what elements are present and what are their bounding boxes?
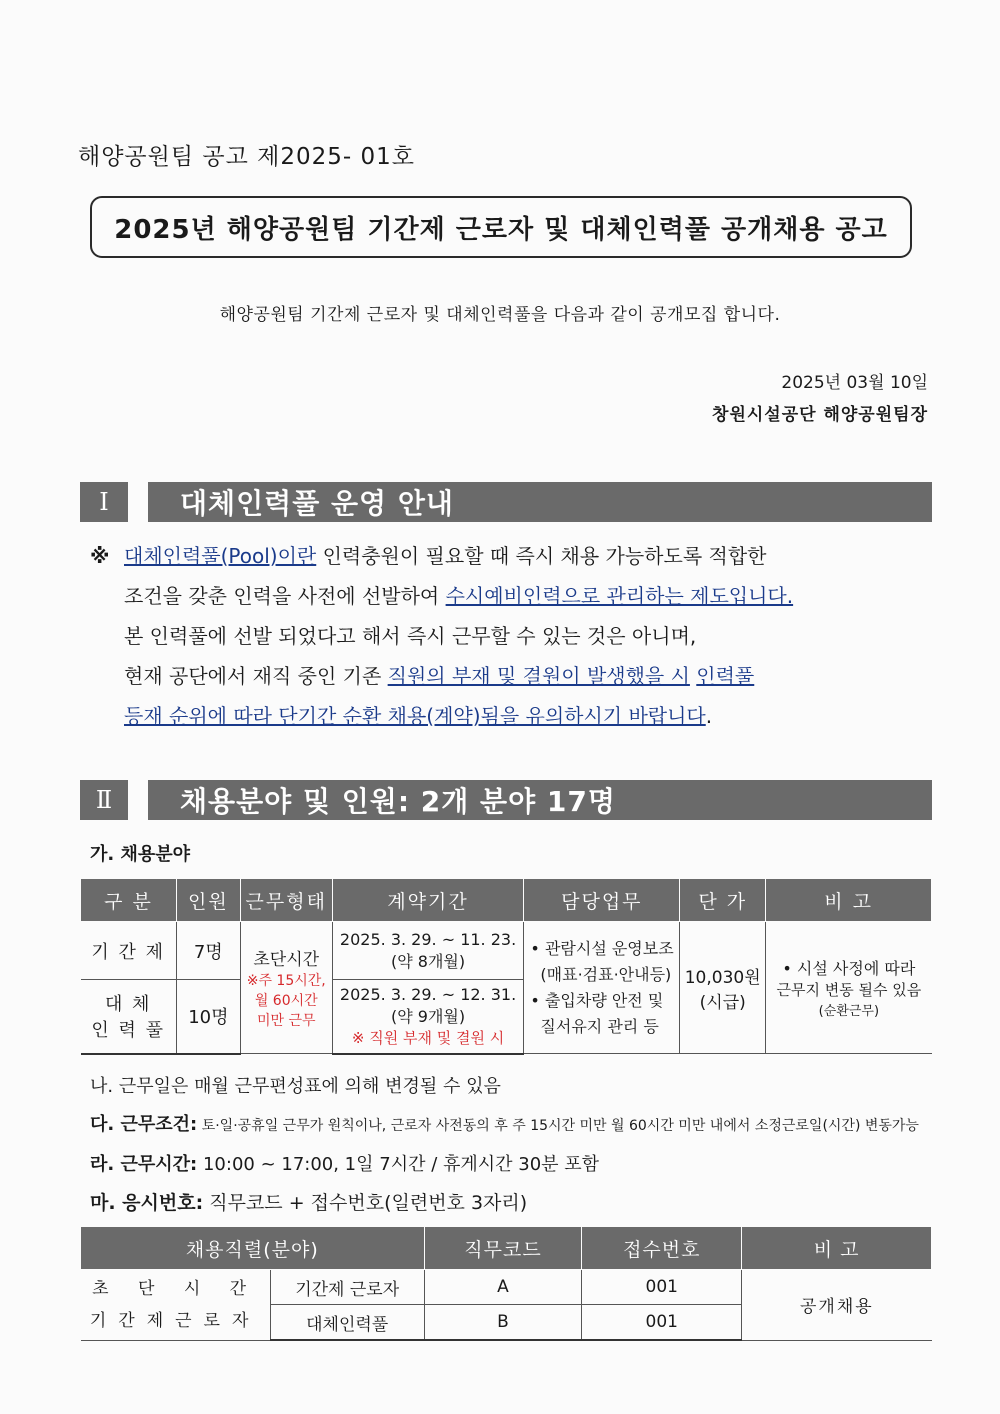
remark-cell: 공개채용 xyxy=(742,1270,932,1341)
duty-line-3: • 출입차량 안전 및 xyxy=(530,990,664,1010)
pool-line-4 xyxy=(90,656,920,696)
row2-category xyxy=(81,980,177,1054)
header-work-type: 근무형태 xyxy=(240,879,332,922)
pool-line-2 xyxy=(90,576,920,616)
row2-category-line-2: 인 력 풀 xyxy=(91,1020,165,1042)
row1-count: 7명 xyxy=(176,922,240,980)
receipt-cell: 001 xyxy=(582,1270,742,1305)
application-code-table xyxy=(80,1226,932,1341)
row1-period: 2025. 3. 29. ~ 11. 23. xyxy=(339,929,517,949)
price-cell xyxy=(680,922,766,1054)
pool-line-4-text: 현재 공단에서 재직 중인 기존 xyxy=(124,664,388,688)
section-1-title: 대체인력풀 운영 안내 xyxy=(148,482,932,522)
header-remark: 비 고 xyxy=(742,1227,932,1270)
item-ma-label: 마. 응시번호: xyxy=(90,1192,204,1214)
note-line-3: (순환근무) xyxy=(818,1004,880,1019)
pool-line-1 xyxy=(90,536,920,576)
note-mark: ※ xyxy=(90,544,110,568)
item-ra-text: 10:00 ~ 17:00, 1일 7시간 / 휴게시간 30분 포함 xyxy=(197,1154,600,1175)
hourly-wage: 10,030원 xyxy=(684,967,761,988)
item-ra-label: 라. 근무시간: xyxy=(90,1154,198,1175)
header-note: 비 고 xyxy=(766,879,932,922)
recruit-field-subhead: 가. 채용분야 xyxy=(90,844,191,865)
work-type-note-1: ※주 15시간, xyxy=(246,973,326,989)
job-group-line-2: 기간제근로자 xyxy=(89,1310,261,1331)
pool-line-5 xyxy=(90,696,920,736)
work-type-note-3: 미만 근무 xyxy=(256,1013,316,1029)
duty-line-4: 질서유지 관리 등 xyxy=(540,1016,659,1036)
work-type-cell xyxy=(240,922,332,1054)
announcement-date: 2025년 03월 10일 xyxy=(781,373,928,393)
pool-line-1-rest: 인력충원이 필요할 때 즉시 채용 가능하도록 적합한 xyxy=(316,544,767,568)
pool-line-3: 본 인력풀에 선발 되었다고 해서 즉시 근무할 수 있는 것은 아니며, xyxy=(124,624,697,648)
code-cell: A xyxy=(424,1270,582,1305)
header-count: 인원 xyxy=(176,879,240,922)
row2-period: 2025. 3. 29. ~ 12. 31. xyxy=(339,984,517,1004)
rotation-highlight: 등재 순위에 따라 단기간 순환 채용(계약)됨을 유의하시기 바랍니다 xyxy=(124,704,706,728)
pool-line-5-period: . xyxy=(705,704,713,728)
row2-period-note: ※ 직원 부재 및 결원 시 xyxy=(351,1028,505,1047)
pool-line-2-text: 조건을 갖춘 인력을 사전에 선발하여 xyxy=(124,584,446,608)
work-type: 초단시간 xyxy=(253,950,320,970)
note-line-2: 근무지 변동 될수 있음 xyxy=(776,981,922,999)
item-ra xyxy=(90,1150,599,1176)
section-1-header xyxy=(80,482,932,522)
note-cell xyxy=(766,922,932,1054)
duty-line-1: • 관람시설 운영보조 xyxy=(530,938,674,958)
header-job-field: 채용직렬(분야) xyxy=(81,1227,425,1270)
announcement-title-text: 2025년 해양공원팀 기간제 근로자 및 대체인력풀 공개채용 공고 xyxy=(114,214,888,245)
header-price: 단 가 xyxy=(680,879,766,922)
section-2-title: 채용분야 및 인원: 2개 분야 17명 xyxy=(148,780,932,820)
row2-period-cell xyxy=(332,980,524,1054)
header-category: 구 분 xyxy=(81,879,177,922)
code-cell: B xyxy=(424,1305,582,1341)
item-ma-text: 직무코드 + 접수번호(일련번호 3자리) xyxy=(203,1192,528,1214)
job-group-line-1: 초 단 시 간 xyxy=(92,1278,259,1299)
item-da-label: 다. 근무조건: xyxy=(90,1114,198,1135)
header-contract-period: 계약기간 xyxy=(332,879,524,922)
receipt-cell: 001 xyxy=(582,1305,742,1341)
item-ma xyxy=(90,1188,527,1215)
pool-definition-highlight: 대체인력풀(Pool)이란 xyxy=(124,544,317,568)
work-type-note-2: 월 60시간 xyxy=(254,993,318,1009)
table-header-row xyxy=(81,879,932,922)
row1-period-cell xyxy=(332,922,524,980)
section-2-number: Ⅱ xyxy=(80,780,128,820)
table-header-row xyxy=(81,1227,932,1270)
notice-number: 해양공원팀 공고 제2025- 01호 xyxy=(78,144,415,170)
section-1-number: Ⅰ xyxy=(80,482,128,522)
recruitment-table xyxy=(80,878,932,1055)
note-line-1: • 시설 사정에 따라 xyxy=(782,959,916,978)
pool-description xyxy=(90,536,920,736)
duty-cell xyxy=(524,922,680,1054)
announcement-title xyxy=(90,196,912,258)
pool-system-highlight: 수시예비인력으로 관리하는 제도입니다. xyxy=(445,584,794,608)
duty-line-2: (매표·검표·안내등) xyxy=(540,964,672,984)
field-cell: 기간제 근로자 xyxy=(270,1270,424,1305)
pool-highlight: 인력풀 xyxy=(696,664,755,688)
row2-count: 10명 xyxy=(176,980,240,1054)
intro-text: 해양공원팀 기간제 근로자 및 대체인력풀을 다음과 같이 공개모집 합니다. xyxy=(219,305,781,325)
job-group-cell xyxy=(81,1270,271,1341)
header-duty: 담당업무 xyxy=(524,879,680,922)
table-row xyxy=(81,1270,932,1305)
hourly-wage-unit: (시급) xyxy=(699,992,746,1013)
row1-category: 기 간 제 xyxy=(81,922,177,980)
item-na: 나. 근무일은 매월 근무편성표에 의해 변경될 수 있음 xyxy=(90,1076,501,1097)
table-row xyxy=(81,922,932,980)
section-2-header xyxy=(80,780,932,820)
row1-period-months: (약 8개월) xyxy=(390,951,466,971)
header-receipt-number: 접수번호 xyxy=(582,1227,742,1270)
item-da xyxy=(90,1110,919,1136)
item-da-text: 토·일·공휴일 근무가 원칙이나, 근로자 사전동의 후 주 15시간 미만 월 60시간 미만 내에서 소정근로일(시간) 변동가능 xyxy=(197,1118,919,1134)
absence-highlight: 직원의 부재 및 결원이 발생했을 시 xyxy=(387,664,690,688)
issuer: 창원시설공단 해양공원팀장 xyxy=(712,405,928,425)
row2-category-line-1: 대 체 xyxy=(104,994,152,1016)
header-job-code: 직무코드 xyxy=(424,1227,582,1270)
row2-period-months: (약 9개월) xyxy=(390,1006,466,1026)
field-cell: 대체인력풀 xyxy=(270,1305,424,1341)
